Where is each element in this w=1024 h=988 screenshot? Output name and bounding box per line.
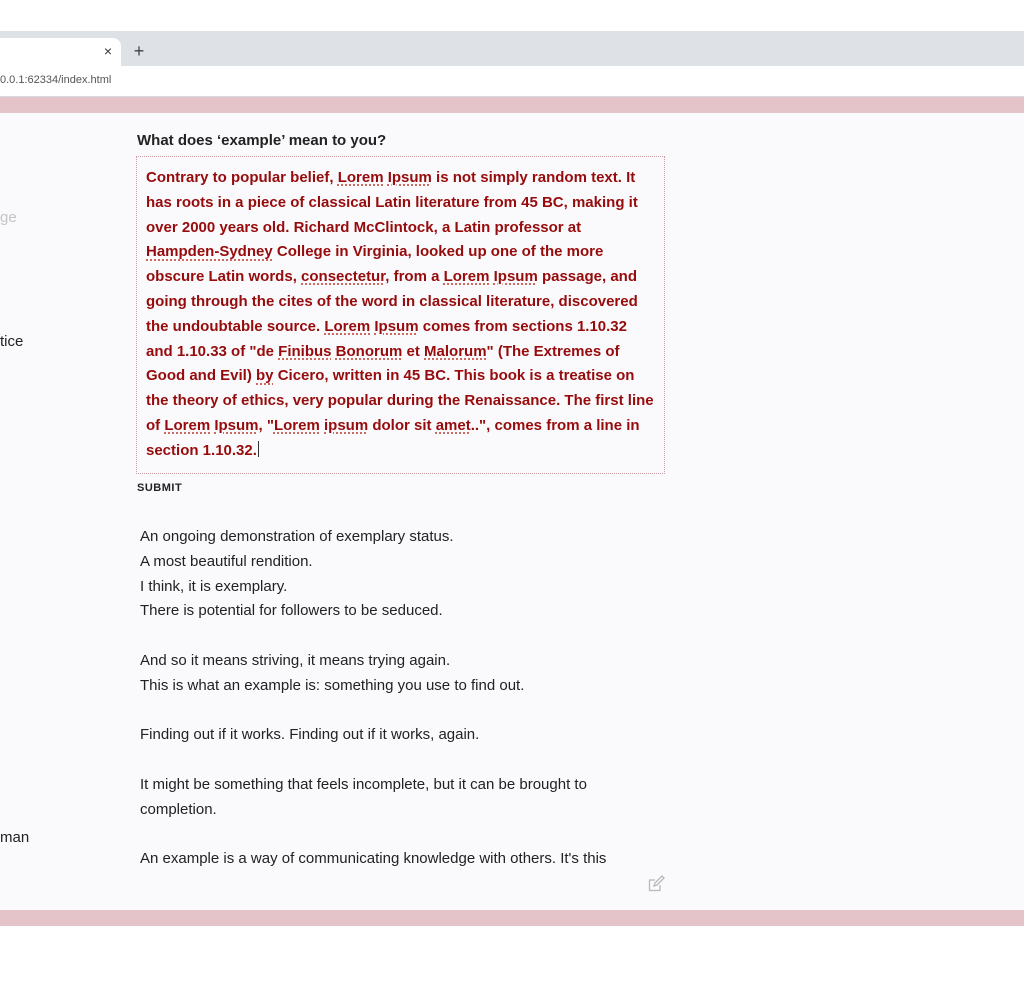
misspelled-word: Ipsum <box>214 416 259 434</box>
answer-text: comes from sections 1.10.32 and 1.10.33 of "de <box>146 317 627 360</box>
page-content <box>0 113 1024 910</box>
misspelled-word: Finibus <box>278 342 332 360</box>
misspelled-word: amet <box>435 416 471 434</box>
misspelled-word: ipsum <box>324 416 369 434</box>
answer-text: dolor sit <box>368 416 436 434</box>
header-band <box>0 97 1024 113</box>
misspelled-word: Lorem <box>337 169 384 186</box>
text-caret <box>258 441 259 457</box>
misspelled-word: consectetur <box>301 268 386 286</box>
answer-text: ..", comes from a line in section 1.10.32. <box>146 416 640 459</box>
address-bar[interactable] <box>0 66 1024 97</box>
edit-icon[interactable] <box>647 875 665 893</box>
answer-text: , from a <box>385 268 444 286</box>
answer-text: passage, and going through the cites of the word in classical literature, discovered the undoubtable source. <box>146 268 638 335</box>
misspelled-word: Ipsum <box>374 317 419 335</box>
content-line: An ongoing demonstration of exemplary status. <box>140 528 454 545</box>
misspelled-word: Lorem <box>443 268 490 286</box>
content-line: A most beautiful rendition. <box>140 552 313 570</box>
content-paragraph <box>140 723 660 748</box>
answer-text: is not simply random text. It has roots in a piece of classical Latin literature from 45 BC, making it over 2000 years old. Richard McClintock, a Latin professor at <box>146 169 638 236</box>
misspelled-word: Ipsum <box>387 169 432 186</box>
answer-text: et <box>402 342 425 360</box>
sidebar-item-ge[interactable]: ge <box>0 209 17 226</box>
answer-textarea[interactable] <box>136 156 665 474</box>
browser-tab[interactable] <box>0 38 121 66</box>
content-line: There is potential for followers to be seduced. <box>140 602 443 620</box>
answer-text: " (The Extremes of Good and Evil) <box>146 342 620 385</box>
close-tab-icon[interactable]: × <box>103 43 113 59</box>
question-label: What does ‘example’ mean to you? <box>137 132 387 149</box>
content-line: It might be something that feels incomplete, but it can be brought to completion. <box>140 776 587 818</box>
misspelled-word: by <box>256 367 274 385</box>
misspelled-word: Hampden-Sydney <box>146 243 273 261</box>
footer-band <box>0 910 1024 926</box>
url-text[interactable]: 0.0.1:62334/index.html <box>0 74 112 86</box>
misspelled-word: Lorem <box>324 317 371 335</box>
sidebar-item-tice[interactable]: tice <box>0 333 24 350</box>
answer-text: Contrary to popular belief, <box>146 169 338 186</box>
misspelled-word: Lorem <box>273 416 320 434</box>
content-line: And so it means striving, it means trying again. <box>140 652 451 669</box>
misspelled-word: Malorum <box>424 342 487 360</box>
content-paragraph <box>140 773 660 823</box>
misspelled-word: Lorem <box>164 416 211 434</box>
new-tab-icon[interactable]: + <box>133 41 145 61</box>
content-line: I think, it is exemplary. <box>140 577 288 595</box>
answer-text: , " <box>258 416 274 434</box>
answer-text: Cicero, written in 45 BC. This book is a treatise on the theory of ethics, very popular during the Renaissance. The first line of <box>146 367 654 434</box>
content-line: This is what an example is: something you use to find out. <box>140 676 525 694</box>
content-line: An example is a way of communicating knowledge with others. It's this <box>140 850 607 867</box>
submit-button[interactable]: SUBMIT <box>137 482 183 494</box>
misspelled-word: Bonorum <box>335 342 403 360</box>
content-line: Finding out if it works. Finding out if it works, again. <box>140 726 480 743</box>
misspelled-word: Ipsum <box>493 268 538 286</box>
answer-text: College in Virginia, looked up one of the more obscure Latin words, <box>146 243 604 286</box>
content-paragraph <box>140 649 660 699</box>
browser-tabstrip <box>0 31 1024 66</box>
sidebar-item-man[interactable]: man <box>0 829 30 846</box>
content-paragraph <box>140 525 660 624</box>
content-paragraph <box>140 847 660 872</box>
